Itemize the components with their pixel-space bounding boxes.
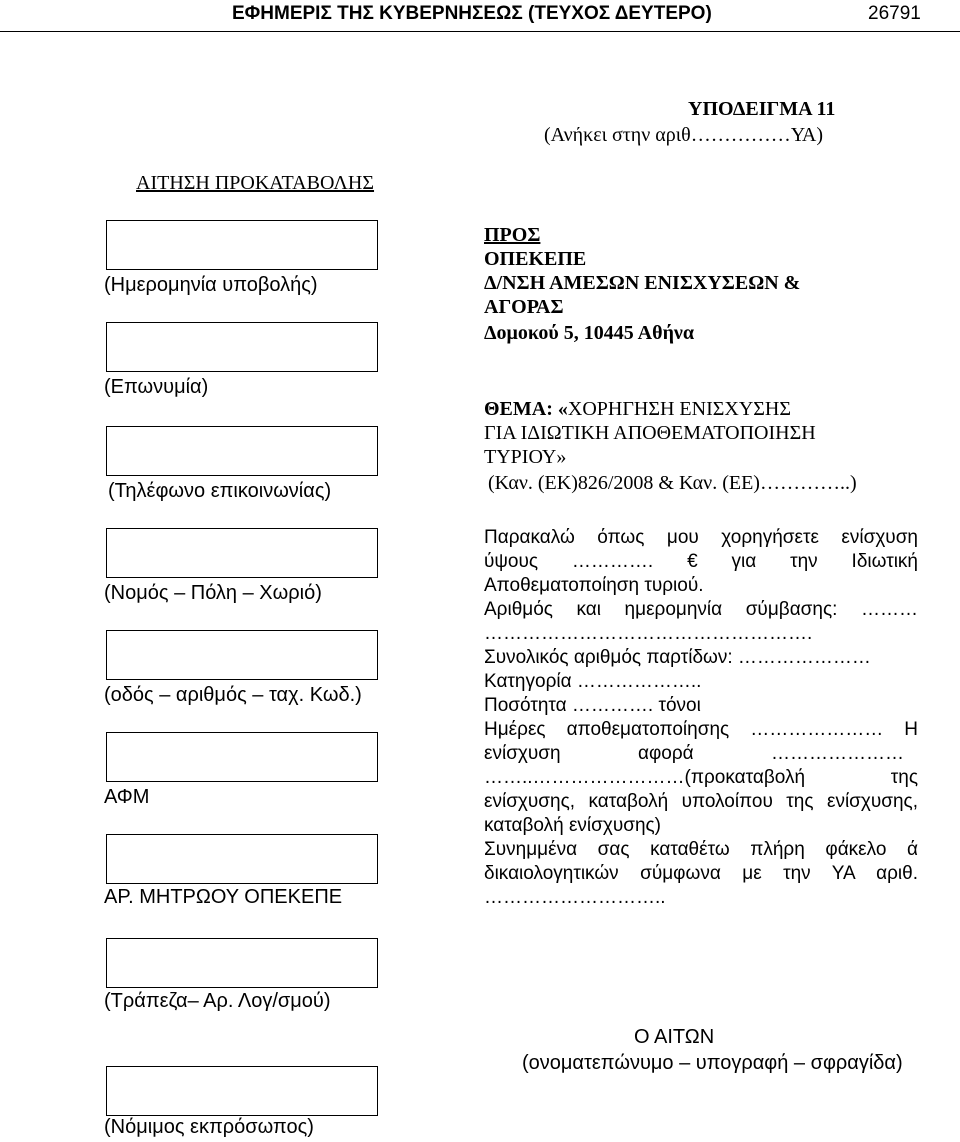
subject-line3: ΤΥΡΙΟΥ» xyxy=(484,446,567,468)
subject-label: ΘΕΜΑ: « xyxy=(484,398,568,420)
phone-label: (Τηλέφωνο επικοινωνίας) xyxy=(108,480,332,502)
sample-title: ΥΠΟΔΕΙΓΜΑ 11 xyxy=(688,98,836,120)
subject-line1-text: ΧΟΡΗΓΗΣΗ ΕΝΙΣΧΥΣΗΣ xyxy=(567,398,792,420)
recipient-address: Δομοκού 5, 10445 Αθήνα xyxy=(484,322,695,344)
submission-date-box[interactable] xyxy=(106,220,378,270)
region-label: (Νομός – Πόλη – Χωριό) xyxy=(104,582,322,604)
signature-title: Ο ΑΙΤΩΝ xyxy=(634,1026,715,1048)
bank-account-label: (Τράπεζα– Αρ. Λογ/σμού) xyxy=(104,990,331,1012)
subject-line2: ΓΙΑ ΙΔΙΩΤΙΚΗ ΑΠΟΘΕΜΑΤΟΠΟΙΗΣΗ xyxy=(484,422,816,444)
recipient-org: ΟΠΕΚΕΠΕ xyxy=(484,248,587,270)
legal-representative-box[interactable] xyxy=(106,1066,378,1116)
company-name-box[interactable] xyxy=(106,322,378,372)
submission-date-label: (Ημερομηνία υποβολής) xyxy=(104,274,318,296)
request-line: Συνημμένα σας καταθέτω πλήρη φάκελο ά xyxy=(484,839,918,860)
form-title: ΑΙΤΗΣΗ ΠΡΟΚΑΤΑΒΟΛΗΣ xyxy=(136,172,375,194)
legal-representative-label: (Νόμιμος εκπρόσωπος) xyxy=(104,1116,314,1138)
request-line: Αποθεματοποίηση τυριού. xyxy=(484,575,704,596)
sample-reference: (Ανήκει στην αριθ……………ΥΑ) xyxy=(544,124,823,146)
phone-box[interactable] xyxy=(106,426,378,476)
bank-account-box[interactable] xyxy=(106,938,378,988)
company-name-label: (Επωνυμία) xyxy=(104,376,209,398)
request-line: καταβολή ενίσχυσης) xyxy=(484,815,662,836)
registry-box[interactable] xyxy=(106,834,378,884)
header-divider xyxy=(0,31,960,32)
request-line: ……………………….. xyxy=(484,887,666,908)
request-line: Ημέρες αποθεματοποίησης ………………… Η xyxy=(484,719,918,740)
request-body xyxy=(484,526,918,910)
region-box[interactable] xyxy=(106,528,378,578)
request-line: Συνολικός αριθμός παρτίδων: ………………… xyxy=(484,647,871,668)
request-line: Αριθμός και ημερομηνία σύμβασης: ……… xyxy=(484,599,918,620)
request-line: Ποσότητα …………. τόνοι xyxy=(484,695,701,716)
page-number: 26791 xyxy=(868,3,921,24)
signature-note: (ονοματεπώνυμο – υπογραφή – σφραγίδα) xyxy=(522,1052,903,1074)
address-box[interactable] xyxy=(106,630,378,680)
gazette-header-title: ΕΦΗΜΕΡΙΣ ΤΗΣ ΚΥΒΕΡΝΗΣΕΩΣ (ΤΕΥΧΟΣ ΔΕΥΤΕΡΟ) xyxy=(232,3,712,24)
vat-label: ΑΦΜ xyxy=(104,786,150,808)
request-line: ενίσχυση αφορά ………………… xyxy=(484,743,904,764)
request-line: Παρακαλώ όπως μου χορηγήσετε ενίσχυση xyxy=(484,527,918,548)
request-line: ενίσχυσης, καταβολή υπολοίπου της ενίσχυσης, xyxy=(484,791,918,812)
request-line: Κατηγορία ……………….. xyxy=(484,671,702,692)
registry-label: ΑΡ. ΜΗΤΡΩΟΥ ΟΠΕΚΕΠΕ xyxy=(104,886,343,908)
recipient-dept-line1: Δ/ΝΣΗ ΑΜΕΣΩΝ ΕΝΙΣΧΥΣΕΩΝ & xyxy=(484,272,801,294)
request-line: ……………………………………………. xyxy=(484,623,813,644)
subject-line1 xyxy=(484,398,791,421)
recipient-dept-line2: ΑΓΟΡΑΣ xyxy=(484,296,564,318)
request-line: ύψους …………. € για την Ιδιωτική xyxy=(484,551,918,572)
vat-box[interactable] xyxy=(106,732,378,782)
request-line: ……..……………………(προκαταβολή της xyxy=(484,767,918,788)
request-line: δικαιολογητικών σύμφωνα με την ΥΑ αριθ. xyxy=(484,863,918,884)
recipient-to: ΠΡΟΣ xyxy=(484,224,541,246)
subject-line4: (Καν. (ΕΚ)826/2008 & Καν. (ΕΕ)…………..) xyxy=(488,472,857,494)
address-label: (οδός – αριθμός – ταχ. Κωδ.) xyxy=(104,684,362,706)
